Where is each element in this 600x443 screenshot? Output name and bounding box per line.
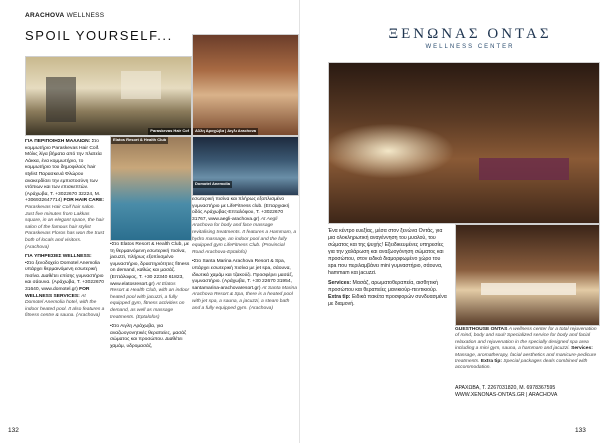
wellness-en-label: FOR WELLNESS SERVICES: [25,287,90,299]
ontas-en-extra-label: Extra tip: [480,359,503,365]
ontas-extra-text: Ειδικά πακέτα προσφορών συνδυασμένα με διαμονή. [328,294,447,307]
aegli-text: •Στο Αιγλη Αράχωβα, για αναζωογονητικές θεραπείες, μασάζ σώματος και προσώπου. Διαθέτει χαμάμ, υδρομασάζ, [110,324,187,349]
page-number-right: 133 [575,427,586,434]
treatment-room-photo [455,224,600,326]
section-tag-sub: WELLNESS [66,12,105,19]
column-elatos [110,242,190,354]
wellness-heading: ΓΙΑ ΥΠΗΡΕΣΙΕΣ WELLNESS: [25,254,92,260]
domotel-text: •Στο ξενοδοχείο Domotel Anemolia υπάρχει θερμαινόμενη εσωτερική πισίνα. Διαθέτει επίσης γυμναστήριο και σάουνα. (Αράχωβα, Τ. +3022670 31640, www.domotel.gr) [25,260,104,293]
brand-logo [375,26,565,50]
ontas-extra-label: Extra tip: [328,294,351,300]
ontas-services-label: Services: [328,280,352,286]
spa-pool-photo [328,62,600,224]
elatos-en-text: At Elatos Resort & Health Club, with an indoor heated pool with jacuzzi, a fully equipped gym, fitness activities on demand, as well as massage treatments. (Eptalofos) [110,281,190,320]
right-page [300,0,600,443]
hair-heading: ΓΙΑ ΠΕΡΙΠΟΙΗΣΗ ΜΑΛΛΙΩΝ: [25,139,91,144]
section-tag-main: ARACHOVA [25,12,65,19]
hair-en-label: FOR HAIR CARE: [63,198,104,204]
arachova-spa-caption: Αλλη Αραχώβα | Αιγλι Αrachova [195,128,257,134]
brand-name: ΞΕΝΩΝΑΣ ΟΝΤΑΣ [388,26,552,42]
domotel-caption: Domotel Anemolia [195,181,230,186]
aegli-en-text: At Aegli Arachova for body and face massage revitalising treatments. It features a Hammam, a hydro massage, an indoor pool and the fully equipped gym LifeFitness Club. (Provincial Road Arachova-Eptalofo) [192,216,297,255]
domotel-pool-photo [192,136,299,196]
ontas-en-text: A wellness center for a total rejuvenation of mind, body and soul! Specialized service for body and facial relaxation and rejuvenation in the specially designed spa area including a mini gym, sauna, a hammam and jacuzzi. [455,327,597,352]
ontas-en-services-label: Services: [571,346,593,352]
elatos-text: •Στο Elatos Resort & Health Club, με τη θερμαινόμενη εσωτερική πισίνα, jacuzzi, πλήρως εξοπλισμένο γυμναστήριο, δραστηριότητες fitness on demand, καθώς και μασάζ. (Επτάλοφος, Τ. +30 22340 61823, www.elatosresort.gr) [110,242,190,287]
santa-marina-en-text: At Santa Marina Arachova Resort & Spa, there is a heated pool with jet spa, a sauna, a jacuzzi, a steam bath and a fully equipped gym. (Arachova) [192,285,297,311]
ontas-en-services-text: Massage, aromatherapy, facial aesthetics and manicure-pedicure treatments. [455,352,597,365]
page-headline: SPOIL YOURSELF... [25,28,173,43]
elatos-pool-photo [110,136,192,241]
ontas-en-extra-text: Special packages deals combined with accommodation. [455,359,588,371]
hair-text: Στο κομμωτήριο Paraskevas Hair Coif. Μόλις λίγα βήματα από την πλατεία Λάκκα, ένα κομμωτήριο, το κομμωτήριο του δημοφιλούς hair stylist Παρασκευά Φλώρου ανακερδίσει την εμπιστοσύνη των ντόπιων και των επισκεπτών. (Αράχωβα, Τ. +3022670 32224, Μ. +306932647714) [25,139,102,204]
domotel-en-text: At Domotel Anemolia hotel, with the indoor heated pool. It also features a fitness centre & sauna. (Arachova) [25,293,105,319]
arachova-spa-photo [192,34,299,136]
contact-line: ΑΡΑΧΩΒΑ, Τ. 2267031820, Μ. 6978367595 WWW.XENONAS-ONTAS.GR | ARACHOVA [455,385,558,398]
hair-en-text: Paraskevas Hair Coif hair salon. Just five minutes from Lakkas square, in an elegant space, the hair salon of the famous hair stylist Paraskevas Floros has won the trust both of locals and visitors. (Arachova) [25,204,105,250]
column-aegli-santa-marina [192,197,297,315]
elatos-caption: Elatos Resort & Health Club [113,137,167,142]
ontas-services-text: Μασάζ, αρωματοθεραπεία, αισθητική προσώπου και θεραπείες μανικιούρ-πεντικιούρ. [328,280,438,293]
column-ontas-greek [328,228,450,311]
hair-salon-photo [25,56,192,136]
section-tag [25,12,104,19]
ontas-intro: Ένα κέντρο ευεξίας, μέσα στον ξενώνα Οντάς, για μια ολοκληρωτική αναγέννηση του μυαλού, του σώματος και της ψυχής! Εξειδικευμένες υπηρεσίες για την χαλάρωση και αναζωογόνηση σώματος και προσώπου, στον ειδικά διαμορφωμένο χώρο του spa που περιλαμβάνει mini γυμναστήριο, σάουνα, hammam και jacuzzi. [328,228,444,276]
aegli-text-cont: εσωτερική πισίνα και πλήρως εξοπλισμένο γυμναστήριο με LifeFitness club. (Επαρχιακή οδός Αράχωβας-Επταλόφου, Τ. +3022670 31767, www.aegli-arachova.gr) [192,197,290,222]
santa-marina-text: •Στο Santa Marina Arachova Resort & Spa, υπάρχει εσωτερική πισίνα με jet spa, σάουνα, ιδιωτικά χαμάμ και τζακούζι. Προσφέρει μασάζ, γυμναστήριο. (Αράχωβα, Τ. +30 22670 31954, santamarina-arachovaresort.gr) [192,259,293,291]
column-hair-care [25,139,105,323]
ontas-en-name: GUESTHOUSE ONTAS [455,327,508,332]
brand-subtitle: WELLNESS CENTER [425,44,515,50]
page-number-left: 132 [8,427,19,434]
column-ontas-english [455,327,598,375]
salon-caption: Paraskevas Hair Cof [150,128,189,134]
